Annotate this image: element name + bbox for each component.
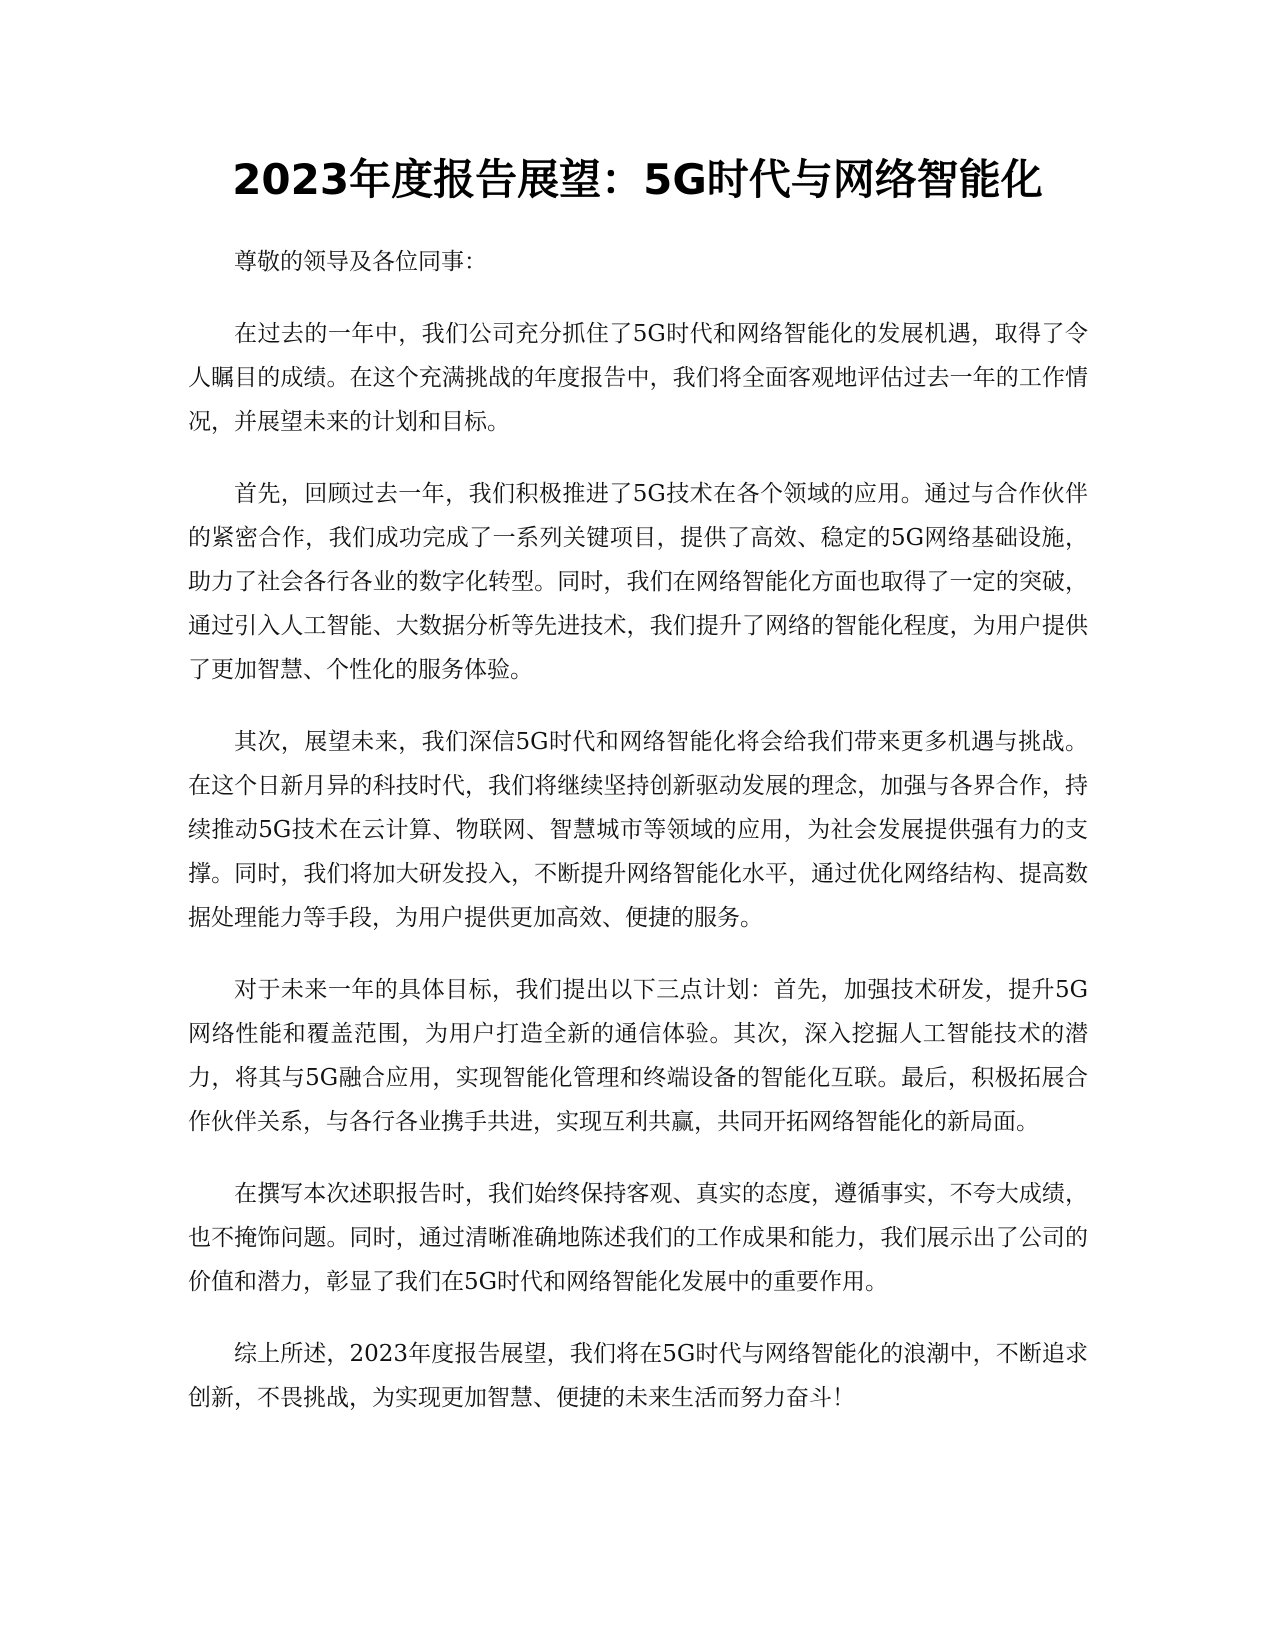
document-body xyxy=(188,240,1088,1448)
document-title: 2023年度报告展望：5G时代与网络智能化 xyxy=(232,155,1043,204)
paragraph-writing-principles: 在撰写本次述职报告时，我们始终保持客观、真实的态度，遵循事实，不夸大成绩，也不掩饰问题。同时，通过清晰准确地陈述我们的工作成果和能力，我们展示出了公司的价值和潜力，彰显了我们在5G时代和网络智能化发展中的重要作用。 xyxy=(188,1181,1088,1295)
paragraph-conclusion: 综上所述，2023年度报告展望，我们将在5G时代与网络智能化的浪潮中，不断追求创新，不畏挑战，为实现更加智慧、便捷的未来生活而努力奋斗！ xyxy=(188,1341,1088,1411)
paragraph-review-intro: 在过去的一年中，我们公司充分抓住了5G时代和网络智能化的发展机遇，取得了令人瞩目的成绩。在这个充满挑战的年度报告中，我们将全面客观地评估过去一年的工作情况，并展望未来的计划和目标。 xyxy=(188,321,1088,435)
paragraph-goals: 对于未来一年的具体目标，我们提出以下三点计划：首先，加强技术研发，提升5G网络性能和覆盖范围，为用户打造全新的通信体验。其次，深入挖掘人工智能技术的潜力，将其与5G融合应用，实现智能化管理和终端设备的智能化互联。最后，积极拓展合作伙伴关系，与各行各业携手共进，实现互利共赢，共同开拓网络智能化的新局面。 xyxy=(188,977,1088,1135)
paragraph-outlook: 其次，展望未来，我们深信5G时代和网络智能化将会给我们带来更多机遇与挑战。在这个日新月异的科技时代，我们将继续坚持创新驱动发展的理念，加强与各界合作，持续推动5G技术在云计算、物联网、智慧城市等领域的应用，为社会发展提供强有力的支撑。同时，我们将加大研发投入，不断提升网络智能化水平，通过优化网络结构、提高数据处理能力等手段，为用户提供更加高效、便捷的服务。 xyxy=(188,729,1088,931)
salutation: 尊敬的领导及各位同事： xyxy=(234,249,487,275)
paragraph-past-year: 首先，回顾过去一年，我们积极推进了5G技术在各个领域的应用。通过与合作伙伴的紧密合作，我们成功完成了一系列关键项目，提供了高效、稳定的5G网络基础设施，助力了社会各行各业的数字化转型。同时，我们在网络智能化方面也取得了一定的突破，通过引入人工智能、大数据分析等先进技术，我们提升了网络的智能化程度，为用户提供了更加智慧、个性化的服务体验。 xyxy=(188,481,1088,683)
